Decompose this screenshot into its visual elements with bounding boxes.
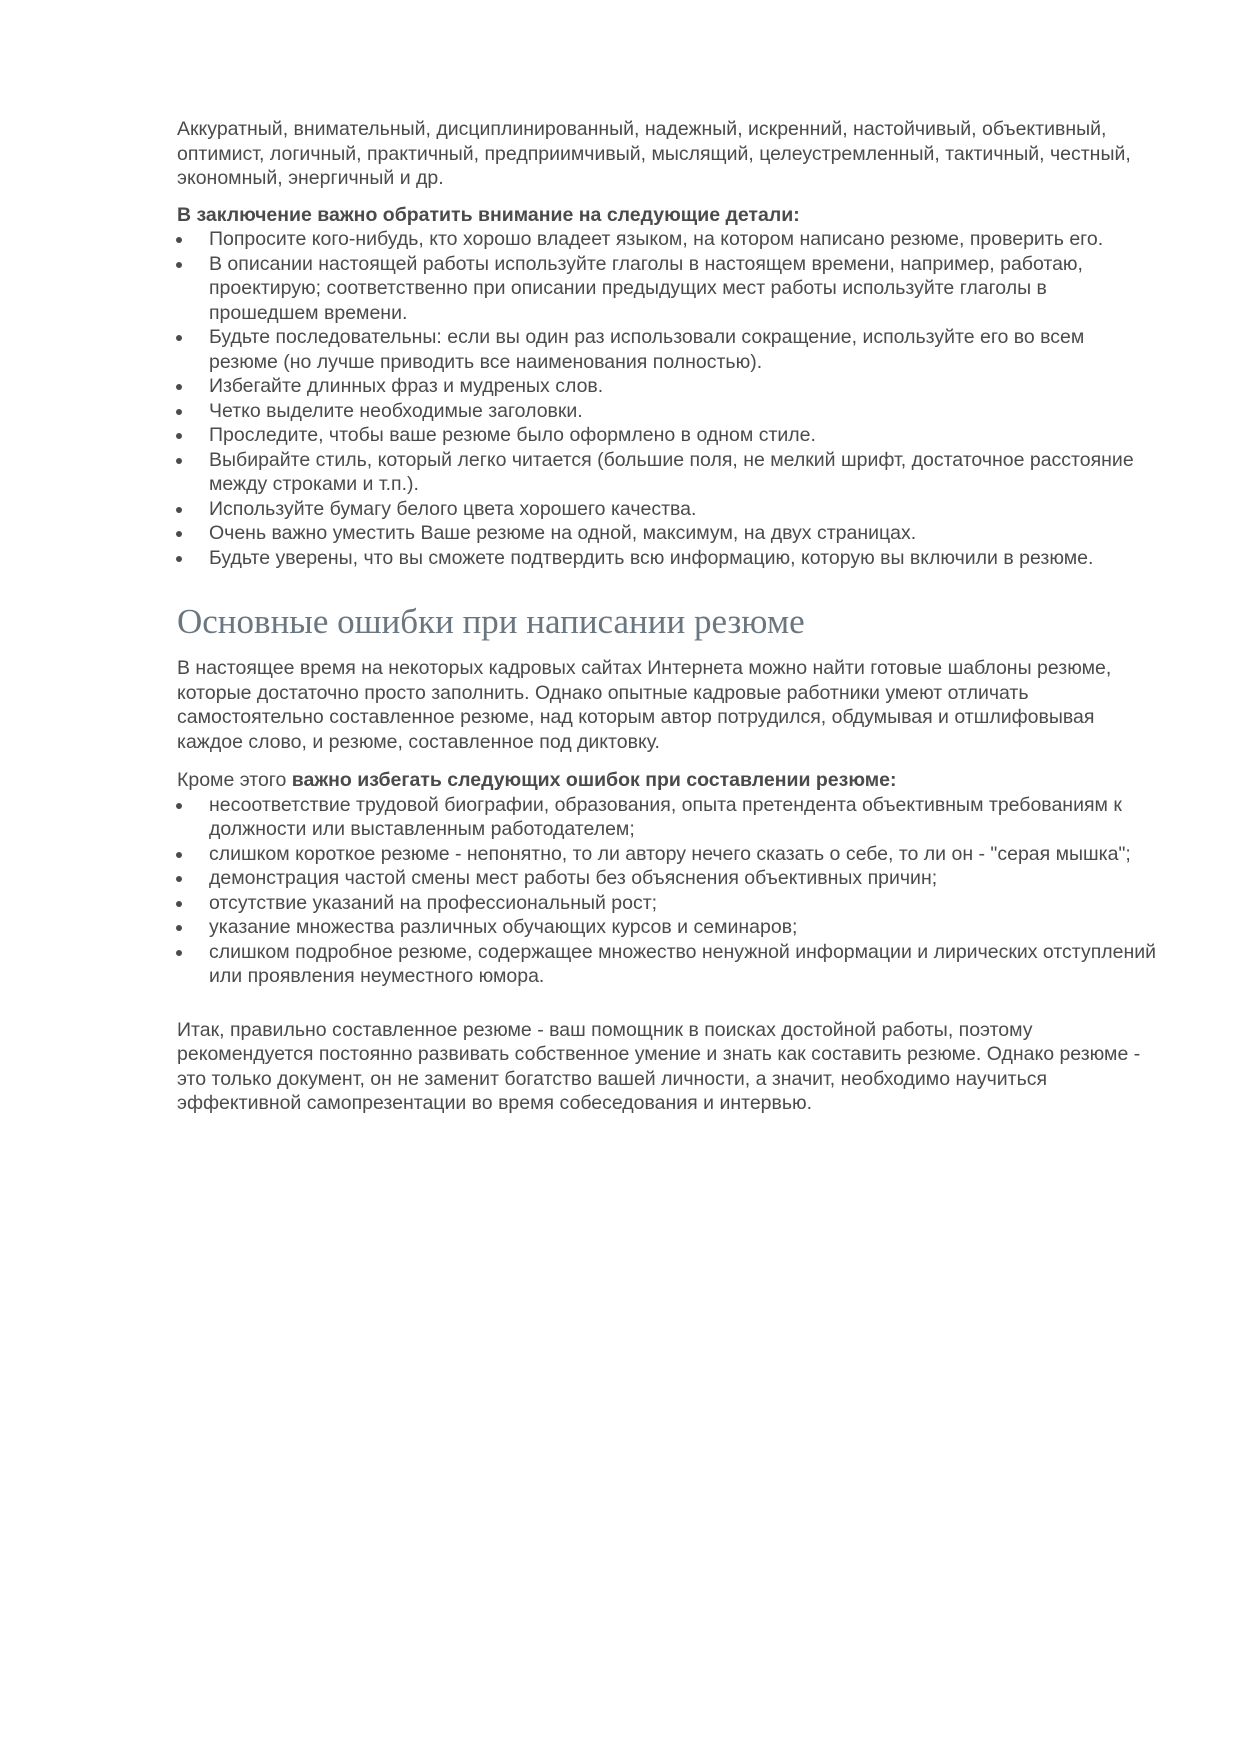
errors-lead [177, 768, 1157, 793]
list-item-text: демонстрация частой смены мест работы без объяснения объективных причин; [209, 867, 938, 889]
list-item-text: отсутствие указаний на профессиональный рост; [209, 891, 658, 914]
bullet-icon [176, 507, 182, 513]
bullet-icon [176, 335, 182, 341]
bullet-icon [176, 950, 182, 956]
list-item-text: слишком короткое резюме - непонятно, то ли автору нечего сказать о себе, то ли он - "серая мышка"; [209, 842, 1131, 865]
section-heading: Основные ошибки при написании резюме [177, 602, 805, 641]
list-item [177, 915, 1157, 940]
list-item [177, 793, 1157, 842]
intro-paragraph: Аккуратный, внимательный, дисциплинированный, надежный, искренний, настойчивый, объективный, оптимист, логичный, практичный, предприимчивый, мыслящий, целеустремленный, тактичный, честный, экономный, энергичный и др. [177, 118, 1131, 189]
list-item-text: Попросите кого-нибудь, кто хорошо владеет языком, на котором написано резюме, проверить его. [209, 228, 1104, 250]
bullet-icon [176, 901, 182, 907]
document-page [177, 117, 1157, 1116]
list-item [177, 399, 1157, 424]
list-item [177, 842, 1157, 867]
bullet-icon [176, 433, 182, 439]
bullet-icon [176, 237, 182, 243]
list-item-text: Выбирайте стиль, который легко читается (большие поля, не мелкий шрифт, достаточное расстояние между строками и т.п.). [209, 448, 1134, 495]
list-item [177, 940, 1157, 989]
list-item-text: слишком подробное резюме, содержащее множество ненужной информации и лирических отступлений или проявления неуместного юмора. [209, 940, 1157, 987]
bullet-icon [176, 803, 182, 809]
list-item-text: Четко выделите необходимые заголовки. [209, 399, 583, 422]
list-item-text: Очень важно уместить Ваше резюме на одной, максимум, на двух страницах. [209, 522, 917, 544]
list-item-text: несоответствие трудовой биографии, образования, опыта претендента объективным требованиям к должности или выставленным работодателем; [209, 793, 1122, 840]
list-item-text: указание множества различных обучающих курсов и семинаров; [209, 916, 798, 938]
list-item [177, 374, 1157, 399]
bullet-icon [176, 556, 182, 562]
list-item-text: Будьте последовательны: если вы один раз использовали сокращение, используйте его во всем резюме (но лучше приводить все наименования полностью). [209, 326, 1085, 373]
list-item [177, 546, 1157, 571]
bullet-icon [176, 384, 182, 390]
list-item-text: Будьте уверены, что вы сможете подтвердить всю информацию, которую вы включили в резюме. [209, 546, 1094, 569]
list-item [177, 497, 1157, 522]
section-intro-paragraph: В настоящее время на некоторых кадровых сайтах Интернета можно найти готовые шаблоны резюме, которые достаточно просто заполнить. Однако опытные кадровые работники умеют отличать самостоятельно составленное резюме, над которым автор потрудился, обдумывая и отшлифовывая каждое слово, и резюме, составленное под диктовку. [177, 657, 1112, 753]
list-item [177, 521, 1157, 546]
list-item [177, 891, 1157, 916]
bullet-icon [176, 409, 182, 415]
list-item [177, 325, 1157, 374]
list-item [177, 252, 1157, 326]
bullet-icon [176, 876, 182, 882]
errors-list [177, 793, 1157, 989]
bullet-icon [176, 852, 182, 858]
bullet-icon [176, 458, 182, 464]
closing-paragraph: Итак, правильно составленное резюме - ваш помощник в поисках достойной работы, поэтому рекомендуется постоянно развивать собственное умение и знать как составить резюме. Однако резюме - это только документ, он не заменит богатство вашей личности, а значит, необходимо научиться эффективной самопрезентации во время собеседования и интервью. [177, 1018, 1141, 1114]
list-item-text: Используйте бумагу белого цвета хорошего качества. [209, 497, 697, 520]
bullet-icon [176, 925, 182, 931]
bullet-icon [176, 262, 182, 268]
list-item-text: Избегайте длинных фраз и мудреных слов. [209, 375, 604, 397]
list-item-text: Проследите, чтобы ваше резюме было оформлено в одном стиле. [209, 424, 816, 446]
errors-lead-plain: Кроме этого [177, 769, 292, 791]
list-item [177, 423, 1157, 448]
list-item-text: В описании настоящей работы используйте глаголы в настоящем времени, например, работаю, проектирую; соответственно при описании предыдущих мест работы используйте глаголы в прошедшем времени. [209, 252, 1083, 324]
tips-list [177, 227, 1157, 570]
conclusion-heading: В заключение важно обратить внимание на следующие детали: [177, 203, 800, 226]
bullet-icon [176, 531, 182, 537]
list-item [177, 448, 1157, 497]
list-item [177, 866, 1157, 891]
errors-lead-bold: важно избегать следующих ошибок при составлении резюме: [291, 769, 897, 791]
list-item [177, 227, 1157, 252]
